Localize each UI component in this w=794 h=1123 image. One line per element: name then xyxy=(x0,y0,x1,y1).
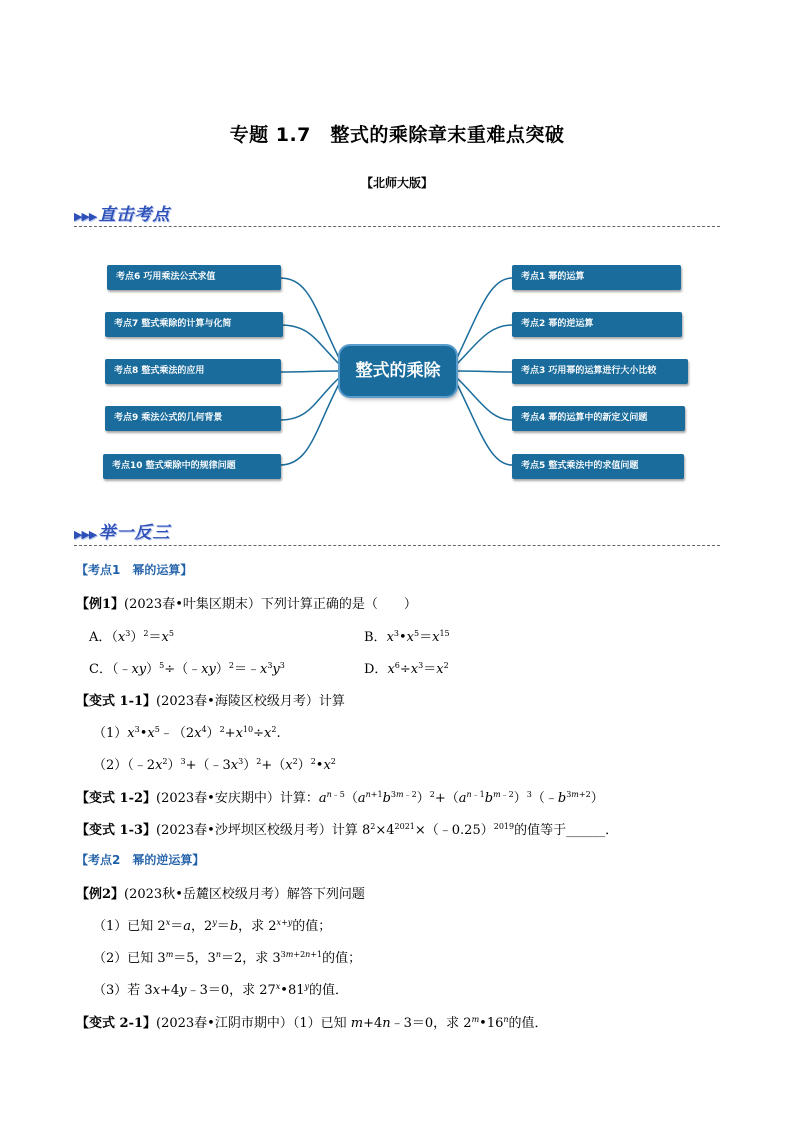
mindmap-item-point1: 考点1 幂的运算 xyxy=(512,265,681,290)
banner-arrows: ▶▶▶ xyxy=(74,210,97,223)
banner-text: 直击考点 xyxy=(98,205,171,225)
mindmap-item-point8: 考点8 整式乘法的应用 xyxy=(105,359,281,384)
option-b: B．$x^3•x^5=x^{15}$ xyxy=(364,629,450,645)
mindmap-item-point2: 考点2 幂的逆运算 xyxy=(512,312,682,337)
banner-arrows: ▶▶▶ xyxy=(74,528,97,541)
example-2-item1: （1）已知 $2^x=a$，$2^y=b$，求 $2^{x+y}$的值； xyxy=(93,918,332,934)
mindmap-item-point9: 考点9 乘法公式的几何背景 xyxy=(105,406,281,431)
example-2-item3: （3）若 3x+4y﹣3＝0，求 27$^x$•81$^y$的值． xyxy=(93,982,349,998)
option-d: D．$x^6\div x^3=x^2$ xyxy=(364,661,449,677)
mind-map xyxy=(100,250,695,490)
variant-1-2: 【变式 1-2】(2023春•安庆期中）计算：$a^{n﹣5}(a^{n+1}b^{3m﹣2})^2+(a^{n﹣1}b^{m﹣2})^3(﹣b^{3m+2})$ xyxy=(76,790,604,806)
mindmap-item-point6: 考点6 巧用乘法公式求值 xyxy=(107,265,281,290)
edition-label: 【北师大版】 xyxy=(360,176,433,190)
variant-1-1-item2: $(2)(﹣2x^2)^3+(﹣3x^3)^2+(x^2)^2•x^2$ xyxy=(93,757,336,773)
example-2-item2: （2）已知 $3^m=5$，$3^n=2$，求 $3^{3m+2n+1}$的值； xyxy=(93,950,362,966)
variant-1-1: 【变式 1-1】(2023春•海陵区校级月考）计算 xyxy=(76,694,345,709)
mindmap-item-point5: 考点5 整式乘法中的求值问题 xyxy=(512,454,684,479)
section-heading-point2: 【考点2 幂的逆运算】 xyxy=(76,853,205,867)
page-title: 专题 1.7 整式的乘除章末重难点突破 xyxy=(229,124,565,146)
mindmap-item-point10: 考点10 整式乘除中的规律问题 xyxy=(103,454,281,479)
variant-2-1: 【变式 2-1】(2023春•江阴市期中）（1）已知 m+4n﹣3＝0，求 2$^m$•16$^n$的值． xyxy=(76,1015,548,1031)
banner-text: 举一反三 xyxy=(98,523,171,543)
banner-direct-points xyxy=(74,200,170,225)
example-1: 【例1】(2023春•叶集区期末）下列计算正确的是（ ） xyxy=(76,597,417,612)
variant-1-1-item1: $(1)x^3•x^5﹣(2x^4)^2+x^{10}\div x^2$. xyxy=(93,725,281,741)
mindmap-center: 整式的乘除 xyxy=(340,346,456,396)
section-heading-point1: 【考点1 幂的运算】 xyxy=(76,563,193,577)
mindmap-item-point3: 考点3 巧用幂的运算进行大小比较 xyxy=(512,359,688,384)
option-a: A．$(x^3)^2=x^5$ xyxy=(89,629,174,645)
example-2: 【例2】(2023秋•岳麓区校级月考）解答下列问题 xyxy=(76,887,365,902)
mindmap-item-point4: 考点4 幂的运算中的新定义问题 xyxy=(512,406,685,431)
option-c: C．$(﹣xy)^5\div(﹣xy)^2=﹣x^3y^3$ xyxy=(89,661,285,677)
banner-practice xyxy=(74,518,170,543)
divider xyxy=(74,545,720,546)
divider xyxy=(74,226,720,227)
mindmap-item-point7: 考点7 整式乘除的计算与化简 xyxy=(105,312,283,337)
variant-1-3: 【变式 1-3】(2023春•沙坪坝区校级月考）计算 $8^2\times 4^{2021}\times(﹣0.25)^{2019}$的值等于______． xyxy=(76,822,619,838)
